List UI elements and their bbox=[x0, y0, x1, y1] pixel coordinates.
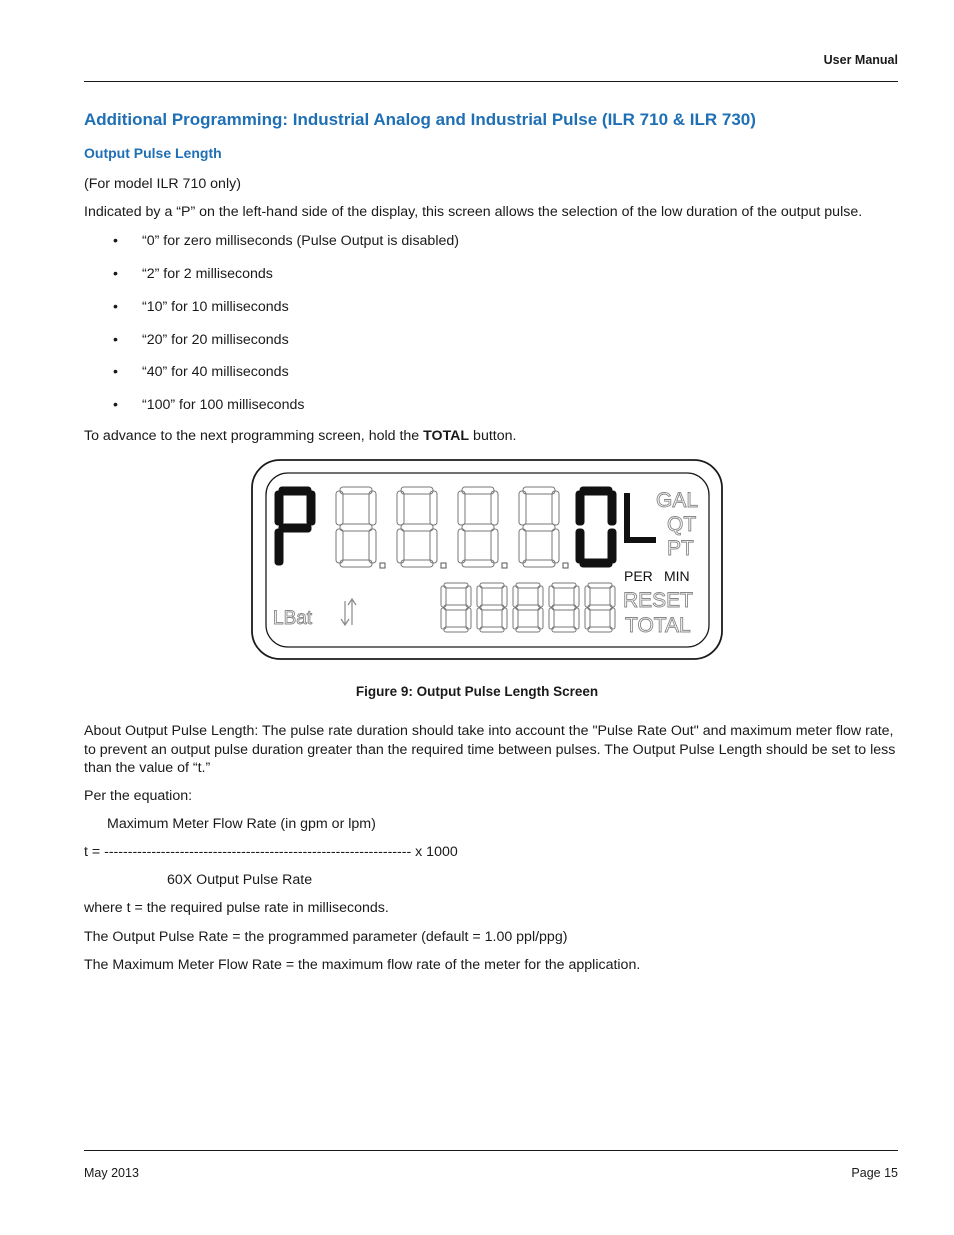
lcd-label-per: PER bbox=[624, 568, 653, 584]
lcd-label-qt: QT bbox=[667, 513, 697, 536]
pulse-rate-definition: The Output Pulse Rate = the programmed parameter (default = 1.00 ppl/ppg) bbox=[84, 929, 568, 945]
figure-caption: Figure 9: Output Pulse Length Screen bbox=[355, 684, 599, 699]
intro-paragraph: Indicated by a “P” on the left-hand side of the display, this screen allows the selection of the low duration of the output pulse. bbox=[84, 204, 863, 220]
where-definition: where t = the required pulse rate in milliseconds. bbox=[84, 900, 389, 916]
header-title: User Manual bbox=[823, 53, 898, 67]
header-rule bbox=[84, 81, 898, 82]
list-item-text: “10” for 10 milliseconds bbox=[142, 299, 289, 315]
section-heading: Additional Programming: Industrial Analog and Industrial Pulse (ILR 710 & ILR 730) bbox=[84, 110, 756, 129]
section-subheading: Output Pulse Length bbox=[84, 145, 222, 161]
total-keyword: TOTAL bbox=[423, 428, 470, 444]
lcd-label-total: TOTAL bbox=[625, 614, 691, 637]
equation-numerator: Maximum Meter Flow Rate (in gpm or lpm) bbox=[107, 816, 376, 832]
lcd-display-figure bbox=[251, 459, 723, 660]
equation-line: t = ----------------------------------------------------------------- x 1000 bbox=[84, 844, 458, 860]
advance-instruction bbox=[84, 427, 516, 446]
lcd-label-min: MIN bbox=[664, 568, 690, 584]
lcd-label-gal: GAL bbox=[656, 489, 699, 512]
list-item-text: “20” for 20 milliseconds bbox=[142, 332, 289, 348]
model-note: (For model ILR 710 only) bbox=[84, 176, 241, 192]
equation-denominator: 60X Output Pulse Rate bbox=[167, 872, 313, 888]
advance-prefix: To advance to the next programming screen, hold the bbox=[84, 428, 424, 444]
about-paragraph: About Output Pulse Length: The pulse rate duration should take into account the "Pulse Rate Out" and maximum meter flow rate, to prevent an output pulse duration greater than the required time between pulses. The Output Pulse Length should be set to less than the value of “t.” bbox=[84, 723, 896, 776]
lcd-label-lbat: LBat bbox=[273, 608, 313, 629]
max-flow-definition: The Maximum Meter Flow Rate = the maximum flow rate of the meter for the application. bbox=[84, 957, 641, 973]
advance-suffix: button. bbox=[469, 428, 517, 444]
lcd-label-reset: RESET bbox=[623, 589, 694, 612]
list-item-text: “40” for 40 milliseconds bbox=[142, 364, 289, 380]
lcd-label-pt: PT bbox=[667, 537, 694, 560]
list-item-text: “2” for 2 milliseconds bbox=[142, 266, 273, 282]
footer-rule bbox=[84, 1150, 898, 1151]
footer-page-number: Page 15 bbox=[851, 1166, 898, 1180]
per-equation: Per the equation: bbox=[84, 788, 193, 804]
footer-date: May 2013 bbox=[84, 1166, 139, 1180]
list-item-text: “100” for 100 milliseconds bbox=[142, 397, 305, 413]
list-item-text: “0” for zero milliseconds (Pulse Output is disabled) bbox=[142, 233, 459, 249]
